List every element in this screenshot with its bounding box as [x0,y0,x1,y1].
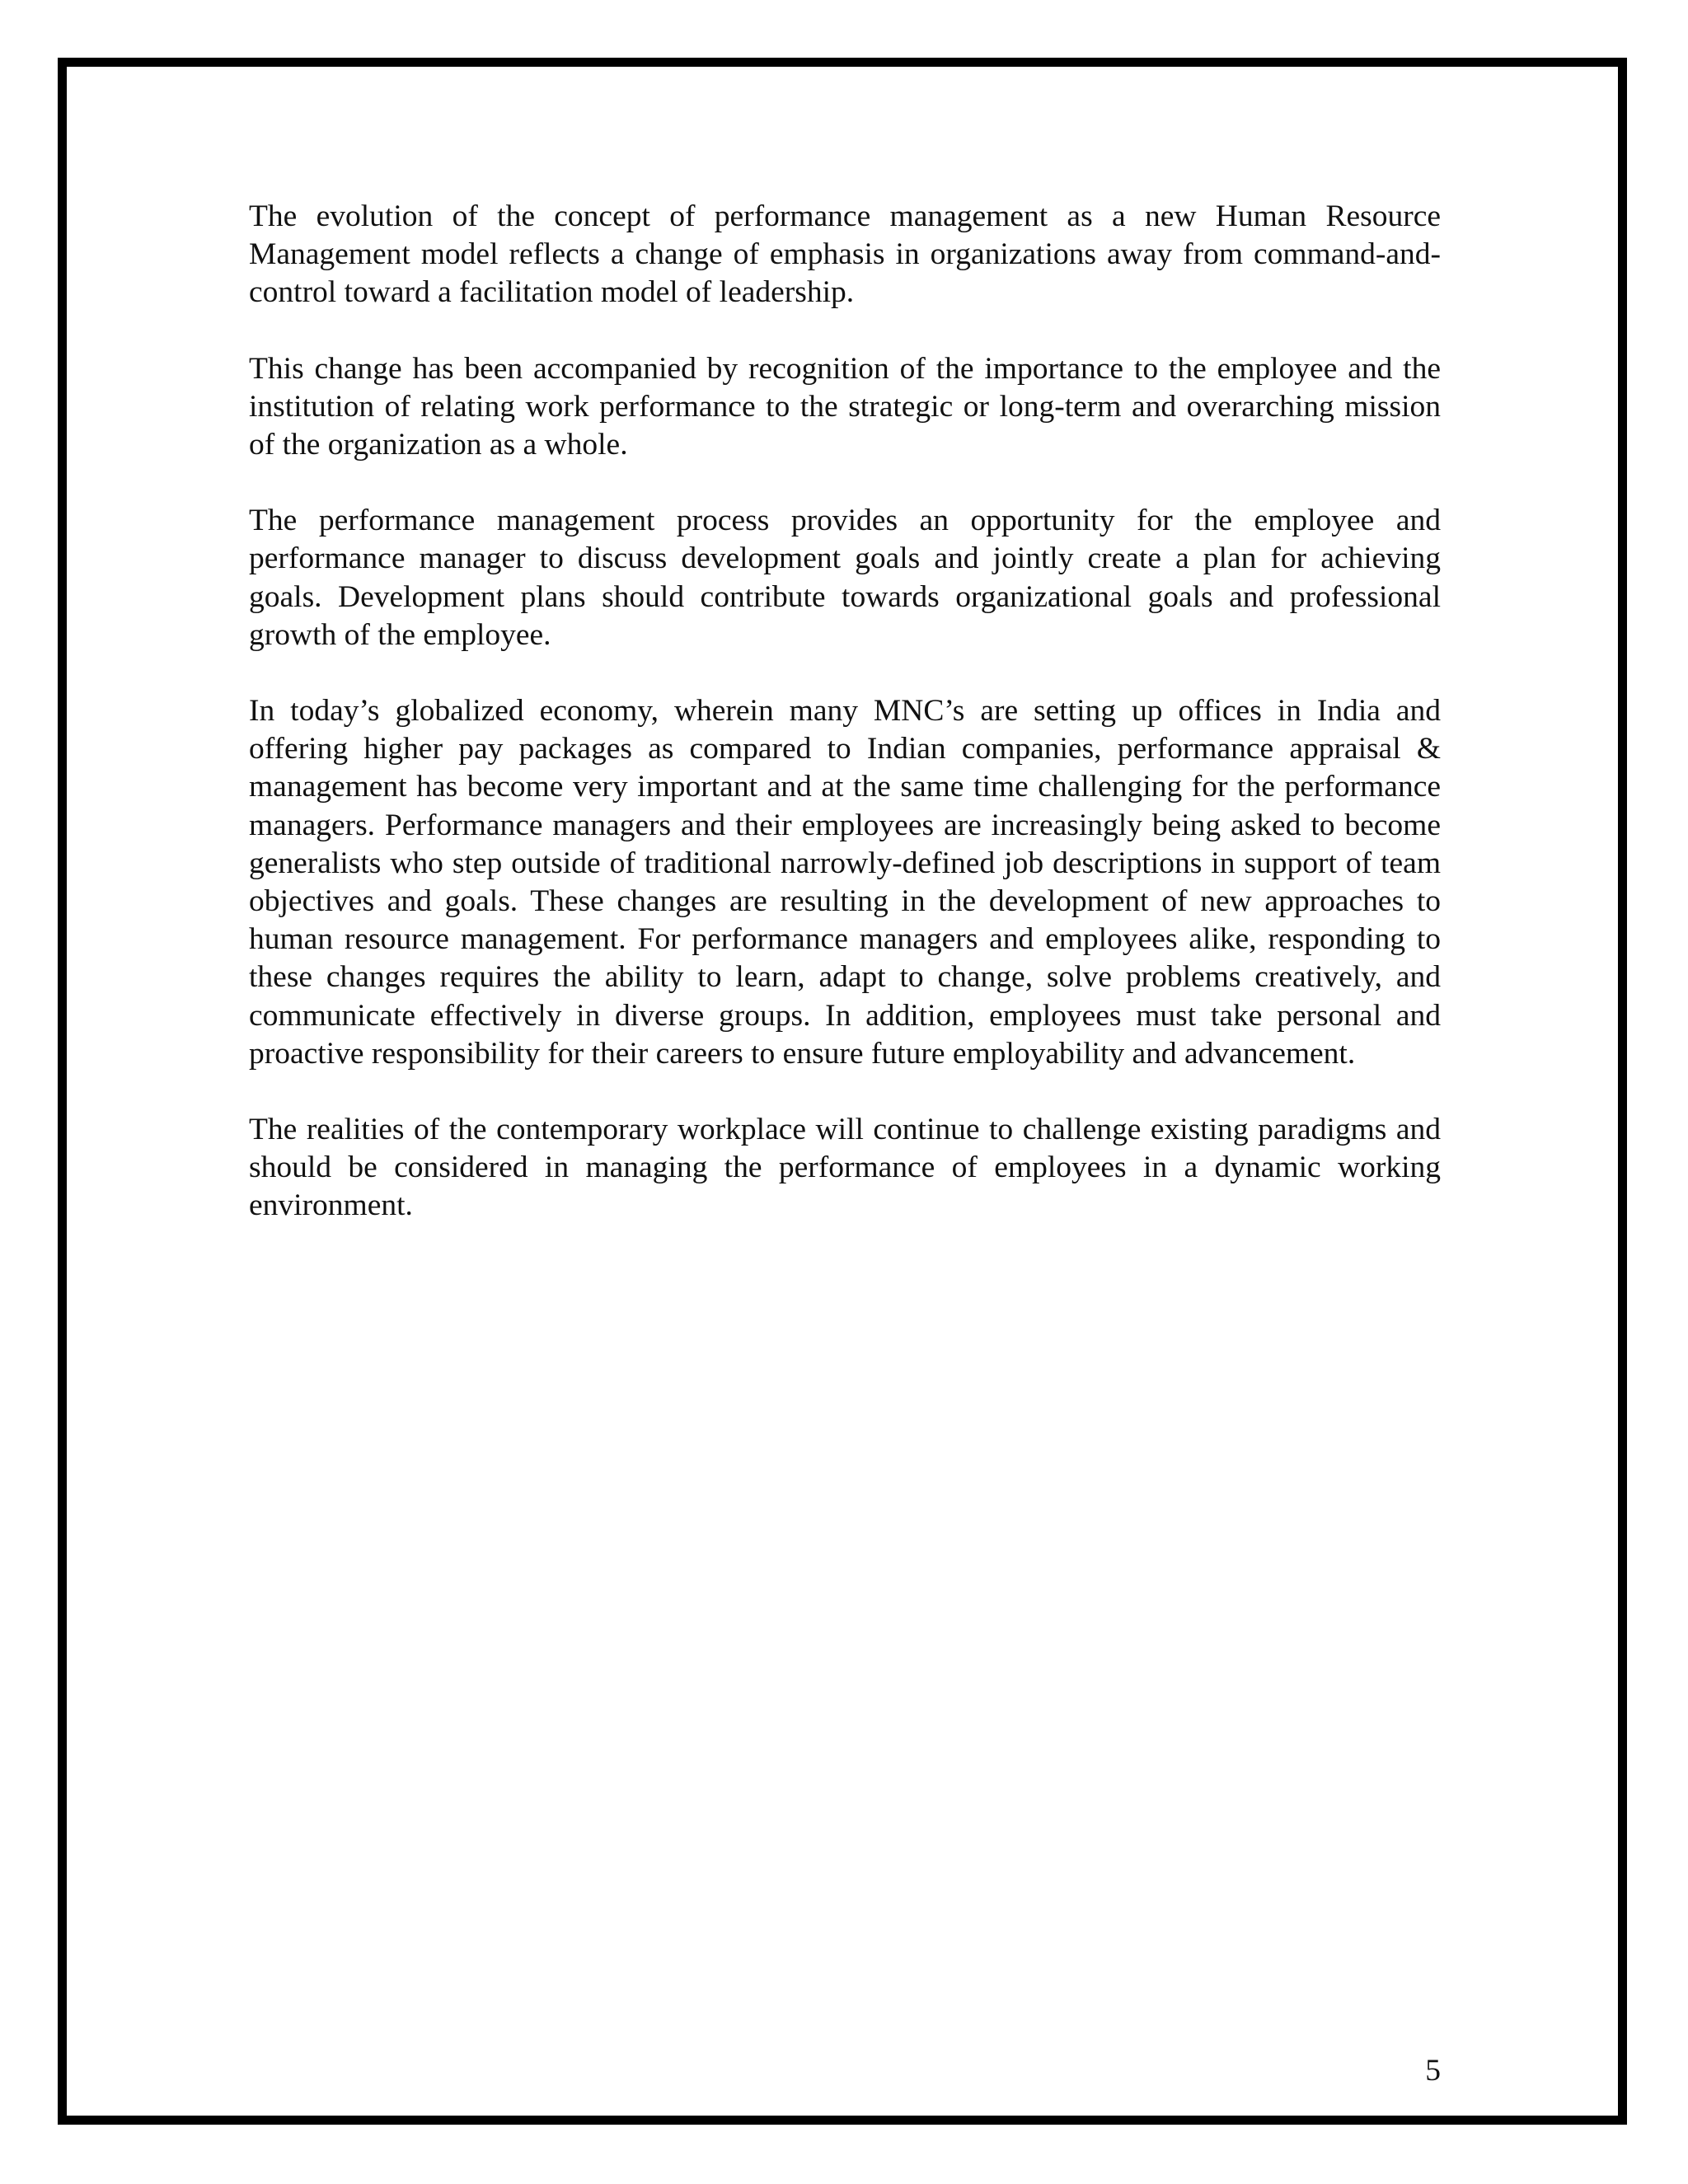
paragraph: This change has been accompanied by recognition of the importance to the employee and the institution of relating work performance to the strategic or long-term and overarching mission of the organization as a whole. [249,351,1441,462]
paragraph: The performance management process provides an opportunity for the employee and performance manager to discuss development goals and jointly create a plan for achieving goals. Development plans should contribute towards organizational goals and professional growth of the employee. [249,504,1441,652]
paragraph: In today’s globalized economy, wherein many MNC’s are setting up offices in India and offering higher pay packages as compared to Indian companies, performance appraisal & management has become very important and at the same time challenging for the performance managers. Performance managers and their employees are increasingly being asked to become generalists who step outside of traditional narrowly-defined job descriptions in support of team objectives and goals. These changes are resulting in the development of new approaches to human resource management. For performance managers and employees alike, responding to these changes requires the ability to learn, adapt to change, solve problems creatively, and communicate effectively in diverse groups. In addition, employees must take personal and proactive responsibility for their careers to ensure future employability and advancement. [249,694,1441,1071]
document-body [249,198,1441,1263]
page-number: 5 [1425,2054,1441,2088]
paragraph: The realities of the contemporary workplace will continue to challenge existing paradigms and should be considered in managing the performance of employees in a dynamic working environment. [249,1113,1441,1223]
paragraph: The evolution of the concept of performance management as a new Human Resource Management model reflects a change of emphasis in organizations away from command-and-control toward a facilitation model of leadership. [249,199,1441,310]
